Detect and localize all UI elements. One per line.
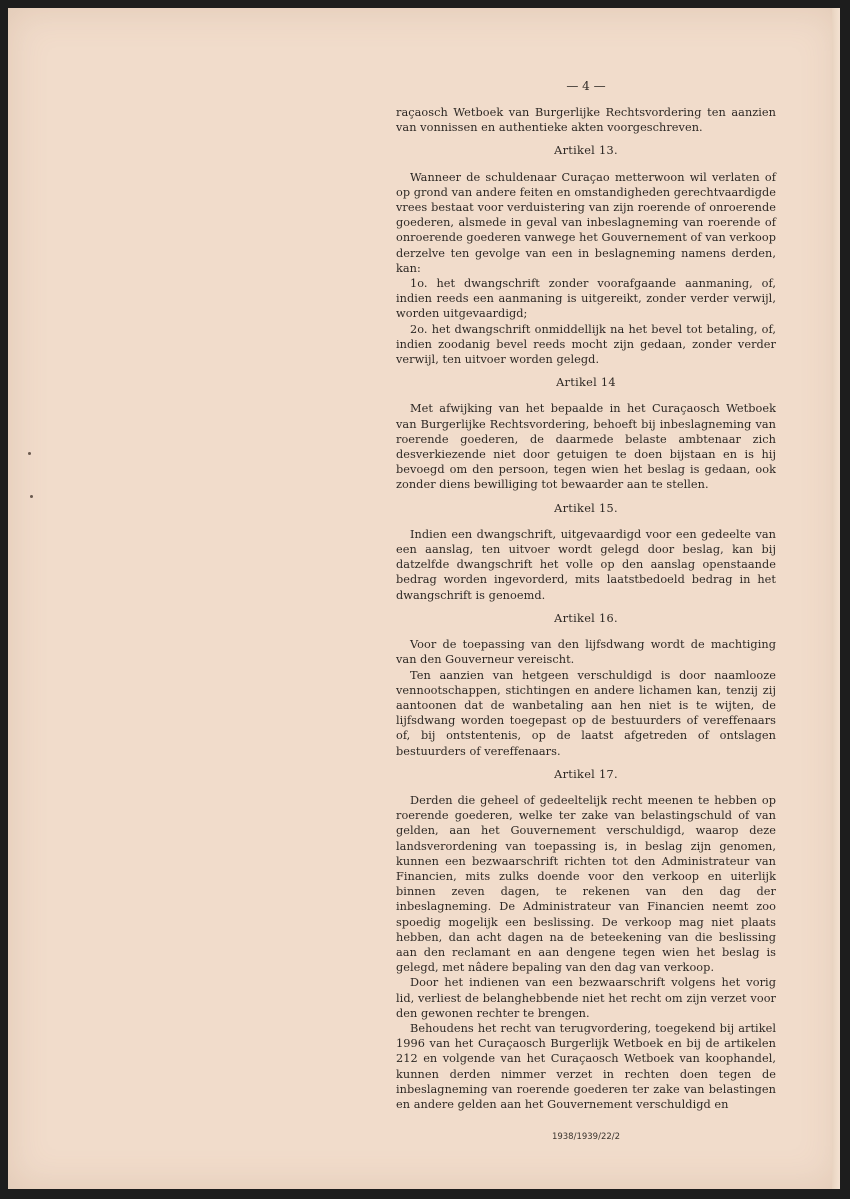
article-heading: Artikel 15. [554,501,618,515]
article-paragraph: Met afwijking van het bepaalde in het Curaçaosch Wetboek van Burgerlijke Rechtsvordering, behoeft bij inbeslagneming van roerende goederen, de daarmede belaste ambtenaar zich desverkiezende niet door getuigen te doen bijstaan en is hij bevoegd om den persoon, tegen wien het beslag is gedaan, ook zonder diens bewilliging tot bewaarder aan te stellen. [396,402,776,492]
article-paragraph: Ten aanzien van hetgeen verschuldigd is door naamlooze vennootschappen, stichtingen en andere lichamen kan, tenzij zij aantoonen dat de wanbetaling aan hen niet is te wijten, de lijfsdwang worden toegepast op de bestuurders of vereffenaars of, bij ontstentenis, op de laatst afgetreden of ontslagen bestuurders of vereffenaars. [396,668,776,758]
article-heading: Artikel 16. [554,611,618,625]
article-paragraph: 2o. het dwangschrift onmiddellijk na het bevel tot betaling, of, indien zoodanig bevel reeds mocht zijn gedaan, zonder verder verwijl, ten uitvoer worden gelegd. [396,322,776,367]
article-heading: Artikel 17. [554,767,618,781]
article-paragraph: Voor de toepassing van den lijfsdwang wordt de machtiging van den Gouverneur vereischt. [396,638,776,667]
paper-speck [28,452,31,455]
article-paragraph: Behoudens het recht van terugvordering, toegekend bij artikel 1996 van het Curaçaosch Burgerlijk Wetboek en bij de artikelen 212 en volgende van het Curaçaosch Wetboek van koophandel, kunnen derden nimmer verzet in rechten doen tegen de inbeslagneming van roerende goederen ter zake van belastingen en andere gelden aan het Gouvernement verschuldigd en [396,1021,776,1111]
article-text-column [396,105,776,1112]
article-paragraph: Door het indienen van een bezwaarschrift volgens het vorig lid, verliest de belanghebbende niet het recht om zijn verzet voor den gewonen rechter te brengen. [396,976,776,1020]
article-paragraph: Derden die geheel of gedeeltelijk recht meenen te hebben op roerende goederen, welke ter zake van belastingschuld of van gelden, aan het Gouvernement verschuldigd, waarop deze landsverordening van toepassing is, in beslag zijn genomen, kunnen een bezwaarschrift richten tot den Administrateur van Financien, mits zulks doende voor den verkoop en uiterlijk binnen zeven dagen, te rekenen van den dag der inbeslagneming. De Administrateur van Financien neemt zoo spoedig mogelijk een beslissing. De verkoop mag niet plaats hebben, dan acht dagen na de beteekening van die beslissing aan den reclamant en aan dengene tegen wien het beslag is gelegd, met nâdere bepaling van den dag van verkoop. [396,793,776,975]
article-paragraph: Indien een dwangschrift, uitgevaardigd voor een gedeelte van een aanslag, ten uitvoer wordt gelegd door beslag, kan bij datzelfde dwangschrift het volle op den aanslag openstaande bedrag worden ingevorderd, mits laatstbedoeld bedrag in het dwangschrift is genoemd. [396,527,776,602]
article-paragraph: Wanneer de schuldenaar Curaçao metterwoon wil verlaten of op grond van andere feiten en omstandigheden gerechtvaardigde vrees bestaat voor verduistering van zijn roerende of onroerende goederen, alsmede in geval van inbeslagneming van roerende of onroerende goederen vanwege het Gouvernement of van verkoop derzelve ten gevolge van een in beslagneming namens derden, kan: [396,170,776,275]
page-number: — 4 — [566,79,606,93]
article-heading: Artikel 14 [556,376,616,390]
document-footer-code: 1938/1939/22/2 [551,1132,621,1142]
paper-speck [30,495,33,498]
page-edge [832,8,840,1189]
article-paragraph: 1o. het dwangschrift zonder voorafgaande aanmaning, of, indien reeds een aanmaning is uitgereikt, zonder verder verwijl, worden uitgevaardigd; [396,277,776,321]
article-heading: Artikel 13. [554,144,618,158]
article-paragraph: raçaosch Wetboek van Burgerlijke Rechtsvordering ten aanzien van vonnissen en authentieke akten voorgeschreven. [396,106,776,135]
